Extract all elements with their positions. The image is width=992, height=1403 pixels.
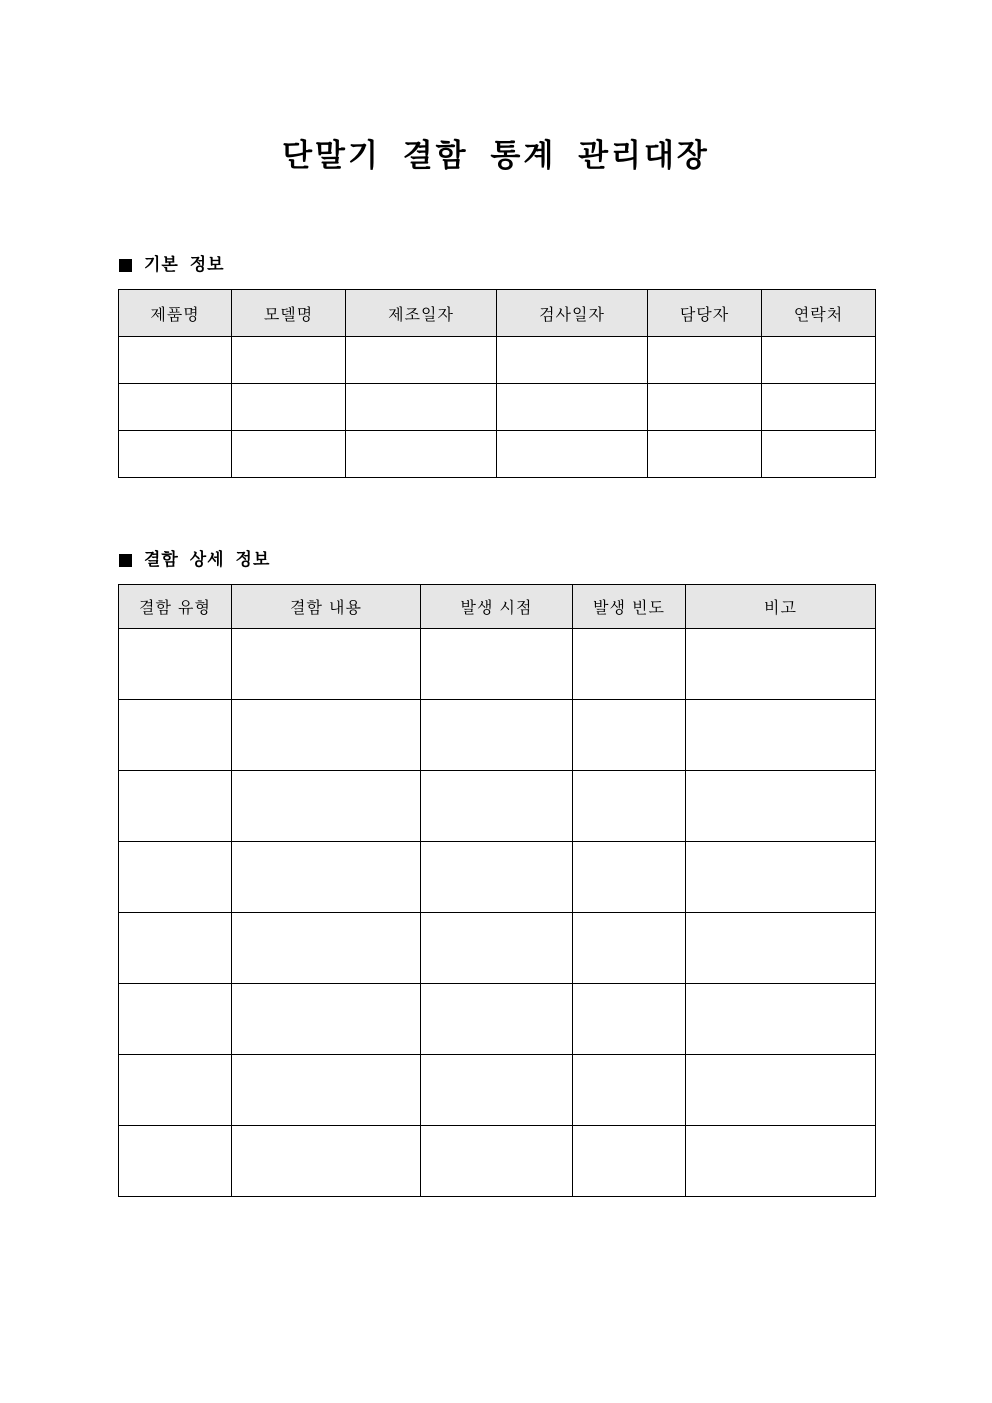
column-header: 발생 빈도 [573,585,686,629]
table-cell[interactable] [119,384,232,431]
column-header: 결함 내용 [232,585,421,629]
table-cell[interactable] [421,1055,573,1126]
column-header: 비고 [686,585,876,629]
table-cell[interactable] [686,771,876,842]
table-cell[interactable] [421,771,573,842]
table-cell[interactable] [119,1126,232,1197]
table-cell[interactable] [648,384,762,431]
basic-info-heading-label: 기본 정보 [144,255,225,275]
table-cell[interactable] [232,337,346,384]
table-cell[interactable] [232,1126,421,1197]
table-cell[interactable] [686,700,876,771]
table-cell[interactable] [421,629,573,700]
table-cell[interactable] [119,984,232,1055]
table-cell[interactable] [573,629,686,700]
column-header: 제조일자 [346,290,497,337]
column-header: 검사일자 [497,290,648,337]
table-cell[interactable] [573,842,686,913]
table-cell[interactable] [686,1126,876,1197]
table-cell[interactable] [686,913,876,984]
table-row [119,700,876,771]
table-cell[interactable] [119,771,232,842]
table-cell[interactable] [762,384,876,431]
table-cell[interactable] [686,842,876,913]
table-cell[interactable] [119,913,232,984]
table-cell[interactable] [232,700,421,771]
table-cell[interactable] [573,700,686,771]
table-cell[interactable] [232,842,421,913]
table-cell[interactable] [119,431,232,478]
table-cell[interactable] [573,913,686,984]
defect-detail-heading-label: 결함 상세 정보 [144,550,271,570]
table-cell[interactable] [648,431,762,478]
table-row [119,913,876,984]
column-header: 모델명 [232,290,346,337]
table-row [119,384,876,431]
table-cell[interactable] [346,384,497,431]
column-header: 결함 유형 [119,585,232,629]
column-header: 담당자 [648,290,762,337]
column-header: 제품명 [119,290,232,337]
table-cell[interactable] [762,337,876,384]
table-cell[interactable] [119,629,232,700]
table-cell[interactable] [686,984,876,1055]
table-cell[interactable] [346,431,497,478]
table-cell[interactable] [686,629,876,700]
table-cell[interactable] [497,384,648,431]
table-cell[interactable] [232,384,346,431]
column-header: 발생 시점 [421,585,573,629]
column-header: 연락처 [762,290,876,337]
page-title: 단말기 결함 통계 관리대장 [282,138,710,174]
table-cell[interactable] [232,771,421,842]
square-bullet-icon [119,259,132,272]
table-cell[interactable] [119,1055,232,1126]
table-cell[interactable] [421,913,573,984]
table-row [119,431,876,478]
basic-info-heading [119,253,225,277]
table-cell[interactable] [346,337,497,384]
defect-detail-heading [119,548,270,572]
table-cell[interactable] [497,337,648,384]
table-row [119,1126,876,1197]
table-cell[interactable] [421,842,573,913]
basic-info-header-row [119,290,876,337]
table-cell[interactable] [232,1055,421,1126]
table-cell[interactable] [119,700,232,771]
table-cell[interactable] [421,700,573,771]
table-cell[interactable] [232,913,421,984]
table-cell[interactable] [232,431,346,478]
defect-detail-header-row [119,585,876,629]
table-row [119,771,876,842]
table-row [119,629,876,700]
table-row [119,337,876,384]
table-cell[interactable] [421,1126,573,1197]
table-cell[interactable] [573,771,686,842]
table-row [119,1055,876,1126]
table-cell[interactable] [421,984,573,1055]
table-cell[interactable] [648,337,762,384]
table-row [119,984,876,1055]
defect-detail-table [118,584,876,1197]
table-cell[interactable] [573,1126,686,1197]
table-cell[interactable] [573,1055,686,1126]
table-cell[interactable] [573,984,686,1055]
table-cell[interactable] [686,1055,876,1126]
table-cell[interactable] [232,629,421,700]
table-cell[interactable] [762,431,876,478]
table-cell[interactable] [232,984,421,1055]
table-cell[interactable] [119,842,232,913]
table-cell[interactable] [497,431,648,478]
square-bullet-icon [119,554,132,567]
table-cell[interactable] [119,337,232,384]
basic-info-table [118,289,876,478]
table-row [119,842,876,913]
